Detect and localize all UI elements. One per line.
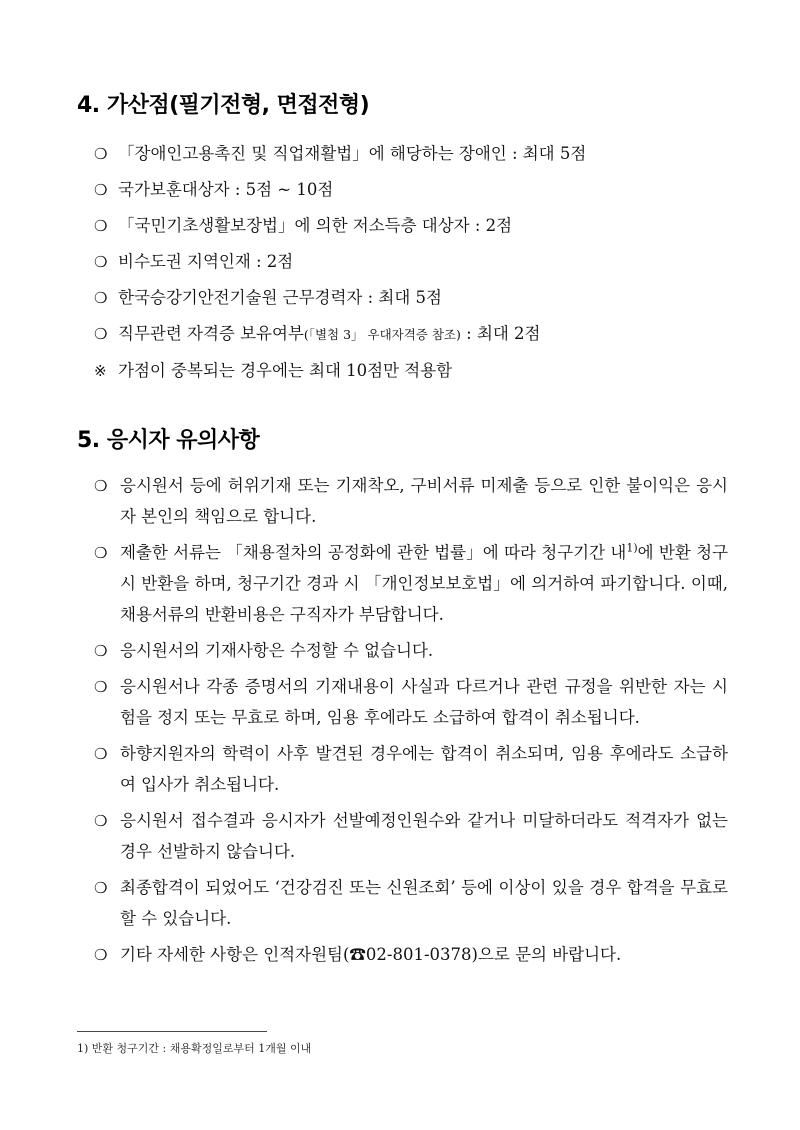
item-text-tail: 에 반환 청구 시 반환을 하며, 청구기간 경과 시 「개인정보보호법」에 의거하여 파기합니다. 이때, 채용서류의 반환비용은 구직자가 부담합니다. <box>120 543 729 624</box>
list-item <box>94 470 728 532</box>
footnote-marker: 1) <box>626 541 638 555</box>
item-text: 하향지원자의 학력이 사후 발견된 경우에는 합격이 취소되며, 임용 후에라도 소급하여 입사가 취소됩니다. <box>120 744 728 794</box>
list-item <box>94 318 730 351</box>
circle-bullet-icon: ❍ <box>94 642 108 660</box>
circle-bullet-icon: ❍ <box>94 745 108 763</box>
list-item <box>94 210 730 242</box>
item-text-note: (「별첨 3」 우대자격증 참조) <box>303 327 461 342</box>
list-item <box>94 355 730 387</box>
item-text: 기타 자세한 사항은 인적자원팀(☎02-801-0378)으로 문의 바랍니다. <box>120 945 622 964</box>
circle-bullet-icon: ❍ <box>94 544 108 562</box>
item-text: 비수도권 지역인재 : 2점 <box>118 252 294 271</box>
circle-bullet-icon: ❍ <box>94 678 108 696</box>
item-text: 제출한 서류는 「채용절차의 공정화에 관한 법률」에 따라 청구기간 내 <box>120 543 627 562</box>
circle-bullet-icon: ❍ <box>94 946 108 964</box>
circle-bullet-icon: ❍ <box>94 812 108 830</box>
item-text-tail: : 최대 2점 <box>460 324 541 343</box>
item-text: 응시원서 등에 허위기재 또는 기재착오, 구비서류 미제출 등으로 인한 불이익은 응시자 본인의 책임으로 합니다. <box>120 476 728 526</box>
circle-bullet-icon: ❍ <box>94 477 108 495</box>
circle-bullet-icon: ❍ <box>94 325 108 343</box>
footnote: 1) 반환 청구기간 : 채용확정일로부터 1개월 이내 <box>77 1042 312 1055</box>
item-text: 「국민기초생활보장법」에 의한 저소득층 대상자 : 2점 <box>118 216 513 235</box>
list-item <box>94 805 728 867</box>
item-text: 한국승강기안전기술원 근무경력자 : 최대 5점 <box>118 288 442 307</box>
section-5-list <box>94 470 728 975</box>
list-item <box>94 738 728 800</box>
circle-bullet-icon: ❍ <box>94 289 108 307</box>
list-item <box>94 246 730 278</box>
list-item <box>94 671 728 733</box>
item-text: 응시원서의 기재사항은 수정할 수 없습니다. <box>120 641 434 660</box>
list-item <box>94 282 730 314</box>
list-item <box>94 635 728 666</box>
item-text: 「장애인고용촉진 및 직업재활법」에 해당하는 장애인 : 최대 5점 <box>118 144 587 163</box>
list-item <box>94 872 728 934</box>
list-item <box>94 138 730 170</box>
circle-bullet-icon: ❍ <box>94 145 108 163</box>
list-item <box>94 174 730 206</box>
item-text: 가점이 중복되는 경우에는 최대 10점만 적용함 <box>118 361 453 380</box>
section-5-heading: 5. 응시자 유의사항 <box>77 428 260 453</box>
circle-bullet-icon: ❍ <box>94 253 108 271</box>
circle-bullet-icon: ❍ <box>94 181 108 199</box>
list-item <box>94 537 728 630</box>
section-4-list <box>94 138 730 387</box>
item-text: 국가보훈대상자 : 5점 ~ 10점 <box>118 180 334 199</box>
list-item <box>94 939 728 970</box>
item-text: 최종합격이 되었어도 ‘건강검진 또는 신원조회’ 등에 이상이 있을 경우 합격을 무효로 할 수 있습니다. <box>120 878 728 928</box>
reference-mark-icon: ※ <box>94 362 107 380</box>
circle-bullet-icon: ❍ <box>94 879 108 897</box>
item-text: 응시원서 접수결과 응시자가 선발예정인원수와 같거나 미달하더라도 적격자가 없는 경우 선발하지 않습니다. <box>120 811 728 861</box>
item-text: 직무관련 자격증 보유여부 <box>118 324 304 343</box>
footnote-divider <box>77 1031 267 1032</box>
item-text: 응시원서나 각종 증명서의 기재내용이 사실과 다르거나 관련 규정을 위반한 자는 시험을 정지 또는 무효로 하며, 임용 후에라도 소급하여 합격이 취소됩니다. <box>120 677 728 727</box>
section-4-heading: 4. 가산점(필기전형, 면접전형) <box>77 93 370 118</box>
circle-bullet-icon: ❍ <box>94 217 108 235</box>
